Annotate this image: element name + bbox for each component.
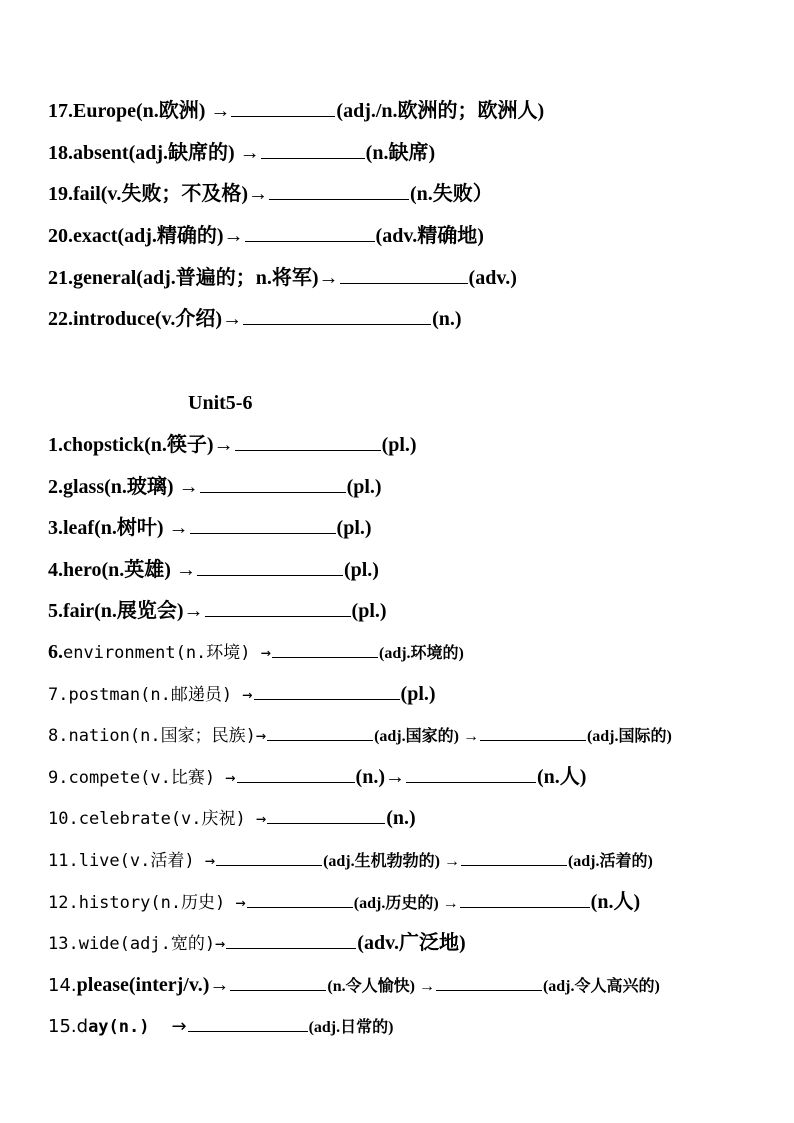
prompt-text: please(interj/v.)→ bbox=[76, 974, 230, 996]
answer-blank[interactable] bbox=[247, 887, 353, 908]
answer-hint: (n.失败） bbox=[410, 183, 493, 205]
exercise-line-20 bbox=[48, 221, 484, 251]
prompt-text: 12.history(n.历史) → bbox=[48, 893, 246, 913]
answer-blank[interactable] bbox=[205, 596, 351, 617]
exercise-line-3 bbox=[48, 513, 372, 543]
prompt-text: 19.fail(v.失败；不及格)→ bbox=[48, 183, 268, 205]
exercise-line-14 bbox=[48, 970, 660, 1000]
item-number: 14. bbox=[48, 975, 77, 996]
answer-blank[interactable] bbox=[340, 263, 468, 284]
prompt-text: 5.fair(n.展览会)→ bbox=[48, 600, 204, 622]
prompt-text: ay(n.) bbox=[88, 1017, 150, 1037]
answer-hint: (n.) bbox=[432, 308, 462, 330]
exercise-line-19 bbox=[48, 179, 493, 209]
answer-hint: (adj.国际的) bbox=[586, 728, 672, 745]
answer-hint: (adj.日常的) bbox=[308, 1019, 394, 1036]
answer-hint: (n.人) bbox=[590, 891, 641, 913]
prompt-text: 20.exact(adj.精确的)→ bbox=[48, 225, 244, 247]
answer-blank[interactable] bbox=[461, 845, 567, 866]
answer-blank[interactable] bbox=[197, 555, 343, 576]
answer-blank[interactable] bbox=[269, 179, 409, 200]
answer-hint: (adv.) bbox=[468, 267, 517, 289]
prompt-text: 11.live(v.活着) → bbox=[48, 851, 216, 871]
prompt-text: 8.nation(n.国家；民族)→ bbox=[48, 726, 267, 746]
prompt-text: 4.hero(n.英雄) → bbox=[48, 559, 196, 581]
exercise-line-1 bbox=[48, 430, 417, 460]
answer-blank[interactable] bbox=[200, 472, 346, 493]
exercise-line-15 bbox=[48, 1011, 393, 1041]
answer-blank[interactable] bbox=[188, 1011, 308, 1032]
exercise-line-12 bbox=[48, 887, 640, 917]
answer-hint: (n.人) bbox=[536, 766, 587, 788]
prompt-text: 18.absent(adj.缺席的) → bbox=[48, 142, 260, 164]
answer-hint: (adj.令人高兴的) bbox=[542, 978, 660, 995]
exercise-line-13 bbox=[48, 928, 466, 958]
answer-hint: (adv.精确地) bbox=[375, 225, 484, 247]
prompt-text: 21.general(adj.普遍的；n.将军)→ bbox=[48, 267, 339, 289]
answer-blank[interactable] bbox=[436, 970, 542, 991]
answer-hint: (pl.) bbox=[400, 683, 436, 705]
answer-hint: (pl.) bbox=[346, 476, 382, 498]
exercise-line-7 bbox=[48, 679, 436, 709]
exercise-line-22 bbox=[48, 304, 462, 334]
prompt-text: 9.compete(v.比赛) → bbox=[48, 768, 236, 788]
answer-blank[interactable] bbox=[480, 720, 586, 741]
exercise-line-8 bbox=[48, 720, 672, 750]
answer-hint: (adj.历史的) → bbox=[353, 895, 459, 912]
answer-hint: (adj.国家的) → bbox=[374, 728, 479, 745]
answer-hint: (adv.广泛地) bbox=[357, 932, 466, 954]
answer-blank[interactable] bbox=[267, 803, 385, 824]
exercise-line-5 bbox=[48, 596, 387, 626]
answer-blank[interactable] bbox=[254, 679, 400, 700]
answer-blank[interactable] bbox=[216, 845, 322, 866]
answer-blank[interactable] bbox=[237, 762, 355, 783]
answer-blank[interactable] bbox=[245, 221, 375, 242]
exercise-line-18 bbox=[48, 138, 435, 168]
answer-hint: (adj./n.欧洲的；欧洲人) bbox=[336, 100, 545, 122]
answer-hint: (pl.) bbox=[351, 600, 387, 622]
answer-hint: (pl.) bbox=[343, 559, 379, 581]
exercise-line-11 bbox=[48, 845, 653, 875]
prompt-text: 1.chopstick(n.筷子)→ bbox=[48, 434, 234, 456]
exercise-line-4 bbox=[48, 555, 379, 585]
prompt-text: environment(n.环境) → bbox=[63, 643, 271, 663]
answer-hint: (pl.) bbox=[336, 517, 372, 539]
prompt-text: 22.introduce(v.介绍)→ bbox=[48, 308, 243, 330]
answer-hint: (pl.) bbox=[381, 434, 417, 456]
exercise-line-2 bbox=[48, 472, 382, 502]
exercise-line-9 bbox=[48, 762, 586, 792]
answer-hint: (adj.生机勃勃的) → bbox=[323, 853, 460, 870]
prompt-text: 17.Europe(n.欧洲) → bbox=[48, 100, 231, 122]
answer-blank[interactable] bbox=[190, 513, 336, 534]
exercise-line-17 bbox=[48, 96, 544, 126]
item-number: 15.d bbox=[48, 1016, 89, 1037]
unit-heading: Unit5-6 bbox=[188, 392, 253, 414]
prompt-text: 3.leaf(n.树叶) → bbox=[48, 517, 189, 539]
answer-hint: (adj.环境的) bbox=[379, 645, 464, 662]
exercise-line-6 bbox=[48, 637, 464, 667]
answer-blank[interactable] bbox=[230, 970, 326, 991]
answer-blank[interactable] bbox=[272, 637, 378, 658]
arrow-text: → bbox=[171, 1016, 187, 1037]
answer-hint: (adj.活着的) bbox=[567, 853, 653, 870]
answer-hint: (n.缺席) bbox=[365, 142, 436, 164]
answer-blank[interactable] bbox=[406, 762, 536, 783]
prompt-text: 13.wide(adj.宽的)→ bbox=[48, 934, 226, 954]
answer-blank[interactable] bbox=[267, 720, 373, 741]
answer-blank[interactable] bbox=[243, 304, 431, 325]
prompt-text: 2.glass(n.玻璃) → bbox=[48, 476, 199, 498]
answer-blank[interactable] bbox=[235, 430, 381, 451]
answer-hint: (n.) bbox=[386, 807, 416, 829]
answer-hint: (n.令人愉快) → bbox=[327, 978, 435, 995]
answer-blank[interactable] bbox=[226, 928, 356, 949]
exercise-line-21 bbox=[48, 263, 517, 293]
prompt-text: 7.postman(n.邮递员) → bbox=[48, 685, 253, 705]
prompt-text: 10.celebrate(v.庆祝) → bbox=[48, 809, 267, 829]
answer-blank[interactable] bbox=[261, 138, 365, 159]
answer-blank[interactable] bbox=[460, 887, 590, 908]
answer-hint: (n.)→ bbox=[355, 766, 405, 788]
item-number: 6. bbox=[48, 641, 63, 663]
exercise-line-10 bbox=[48, 803, 416, 833]
answer-blank[interactable] bbox=[231, 96, 335, 117]
